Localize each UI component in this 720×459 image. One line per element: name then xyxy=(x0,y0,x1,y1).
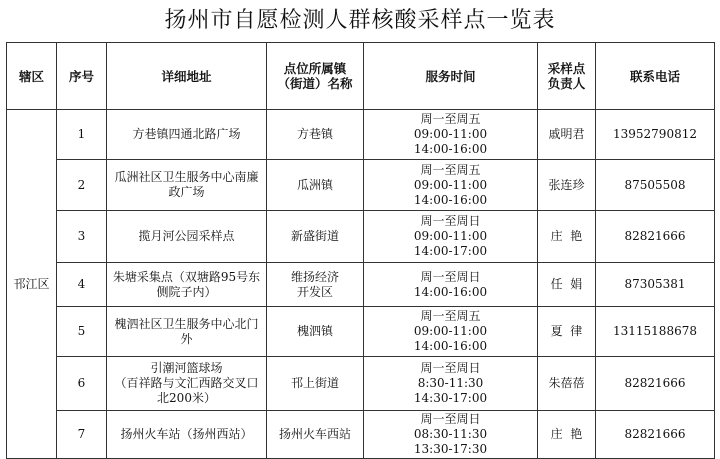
town-cell xyxy=(267,110,364,160)
hours-line: 14:00-16:00 xyxy=(413,142,488,156)
header-district: 辖区 xyxy=(7,43,57,110)
person-cell: 朱蓓蓓 xyxy=(538,357,596,411)
header-town-line: 点位所属镇 xyxy=(283,61,347,76)
seq-cell: 1 xyxy=(57,110,107,160)
table-row xyxy=(7,263,715,307)
hours-line: 09:00-11:00 xyxy=(413,177,488,192)
hours-line: 13:30-17:30 xyxy=(413,442,488,456)
phone-cell: 82821666 xyxy=(596,357,715,411)
seq-cell: 7 xyxy=(57,411,107,459)
town-line: 开发区 xyxy=(296,284,333,299)
header-person-line: 负责人 xyxy=(547,76,586,91)
town-line: 扬州火车西站 xyxy=(278,427,351,441)
table-row xyxy=(7,110,715,160)
address-cell xyxy=(107,411,267,459)
table-header-row xyxy=(7,43,715,110)
header-address: 详细地址 xyxy=(107,43,267,110)
header-town-line: （街道）名称 xyxy=(277,76,353,91)
district-cell: 邗江区 xyxy=(7,110,57,459)
address-line: 侧院子内） xyxy=(156,284,217,299)
phone-cell: 87305381 xyxy=(596,263,715,307)
address-line: （百祥路与文汇西路交叉口 xyxy=(114,376,259,390)
address-cell xyxy=(107,307,267,357)
seq-cell: 3 xyxy=(57,211,107,263)
person-cell: 庄 艳 xyxy=(538,211,596,263)
address-line: 瓜洲社区卫生服务中心南廉 xyxy=(114,170,259,184)
address-line: 朱塘采集点（双塘路95号东 xyxy=(112,269,261,284)
person-cell: 张连珍 xyxy=(538,160,596,211)
header-phone: 联系电话 xyxy=(596,43,715,110)
hours-cell xyxy=(364,110,538,160)
address-line: 槐泗社区卫生服务中心北门 xyxy=(114,316,259,331)
hours-line: 周一至周日 xyxy=(420,361,481,375)
hours-line: 09:00-11:00 xyxy=(413,127,488,141)
town-cell xyxy=(267,411,364,459)
address-cell xyxy=(107,110,267,160)
seq-cell: 2 xyxy=(57,160,107,211)
person-cell: 戚明君 xyxy=(538,110,596,160)
table-row xyxy=(7,411,715,459)
town-line: 瓜洲镇 xyxy=(296,177,333,192)
hours-line: 14:00-17:00 xyxy=(413,244,488,258)
address-line: 政广场 xyxy=(168,185,205,199)
hours-cell xyxy=(364,357,538,411)
hours-line: 周一至周五 xyxy=(420,112,481,126)
header-person-line: 采样点 xyxy=(547,61,586,76)
header-hours: 服务时间 xyxy=(364,43,538,110)
address-line: 扬州火车站（扬州西站） xyxy=(120,427,253,441)
person-cell: 庄 艳 xyxy=(538,411,596,459)
address-cell xyxy=(107,357,267,411)
hours-line: 周一至周日 xyxy=(420,214,481,228)
address-cell xyxy=(107,211,267,263)
hours-cell xyxy=(364,160,538,211)
hours-line: 08:30-11:30 xyxy=(413,427,488,441)
town-cell xyxy=(267,307,364,357)
header-person xyxy=(538,43,596,110)
table-row xyxy=(7,160,715,211)
hours-line: 周一至周日 xyxy=(420,412,481,426)
hours-line: 周一至周日 xyxy=(420,269,481,284)
hours-line: 14:00-16:00 xyxy=(413,339,488,353)
hours-line: 周一至周五 xyxy=(420,162,481,177)
address-cell xyxy=(107,160,267,211)
phone-cell: 82821666 xyxy=(596,211,715,263)
hours-line: 8:30-11:30 xyxy=(417,376,484,390)
hours-cell xyxy=(364,307,538,357)
table-row xyxy=(7,307,715,357)
phone-cell: 13115188678 xyxy=(596,307,715,357)
town-cell xyxy=(267,160,364,211)
person-cell: 夏 律 xyxy=(538,307,596,357)
hours-cell xyxy=(364,211,538,263)
address-line: 北200米） xyxy=(157,391,216,405)
person-cell: 任 娟 xyxy=(538,263,596,307)
header-town xyxy=(267,43,364,110)
header-seq: 序号 xyxy=(57,43,107,110)
town-line: 维扬经济 xyxy=(290,269,339,284)
hours-line: 14:00-16:00 xyxy=(413,192,488,207)
table-row xyxy=(7,211,715,263)
seq-cell: 6 xyxy=(57,357,107,411)
phone-cell: 82821666 xyxy=(596,411,715,459)
seq-cell: 4 xyxy=(57,263,107,307)
town-line: 槐泗镇 xyxy=(296,324,333,338)
town-line: 邗上街道 xyxy=(290,376,339,390)
town-cell xyxy=(267,211,364,263)
address-cell xyxy=(107,263,267,307)
town-cell xyxy=(267,263,364,307)
hours-line: 09:00-11:00 xyxy=(413,324,488,338)
phone-cell: 87505508 xyxy=(596,160,715,211)
seq-cell: 5 xyxy=(57,307,107,357)
hours-line: 14:30-17:00 xyxy=(413,391,488,405)
address-line: 方巷镇四通北路广场 xyxy=(132,127,241,141)
address-line: 外 xyxy=(180,331,193,346)
page-title: 扬州市自愿检测人群核酸采样点一览表 xyxy=(164,8,556,33)
hours-line: 09:00-11:00 xyxy=(413,229,488,243)
hours-cell xyxy=(364,411,538,459)
address-line: 引潮河篮球场 xyxy=(150,361,223,375)
town-line: 新盛街道 xyxy=(290,229,339,243)
sampling-sites-table xyxy=(6,42,715,459)
hours-line: 14:00-16:00 xyxy=(413,284,488,299)
town-cell xyxy=(267,357,364,411)
hours-cell xyxy=(364,263,538,307)
table-row xyxy=(7,357,715,411)
hours-line: 周一至周五 xyxy=(420,309,481,323)
town-line: 方巷镇 xyxy=(296,127,333,141)
address-line: 揽月河公园采样点 xyxy=(138,229,235,243)
phone-cell: 13952790812 xyxy=(596,110,715,160)
